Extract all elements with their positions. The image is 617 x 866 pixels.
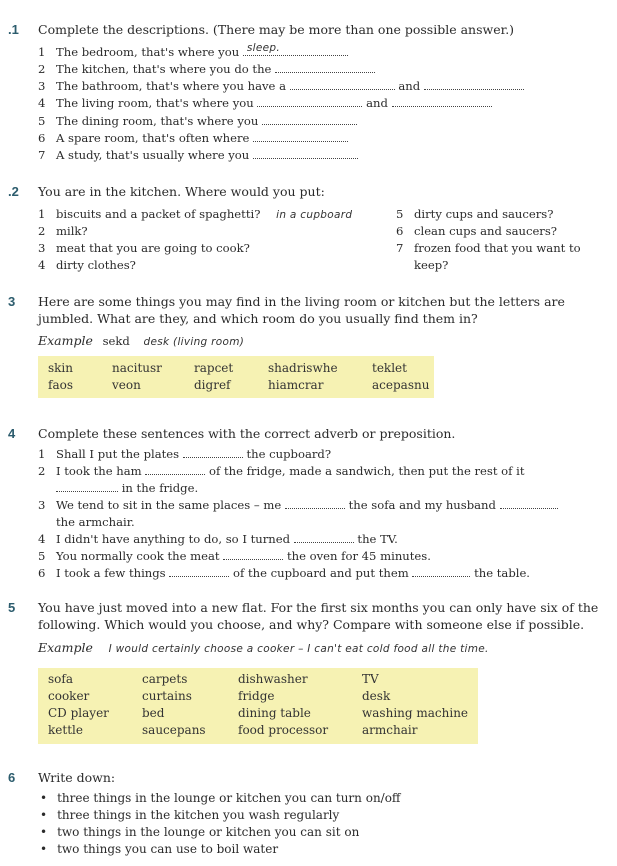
ex5-item: kettle [48, 723, 83, 737]
ex1-item-6: 6 A spare room, that's often where [38, 131, 348, 146]
ex4-item-2-continued: in the fridge. [38, 481, 198, 496]
exercise-5-number: 5 [8, 600, 16, 615]
ex6-bullet: • three things in the lounge or kitchen you can turn on/off [40, 790, 400, 806]
ex1-item-7-blank[interactable] [253, 148, 358, 159]
ex2-item-7: 7 frozen food that you want to [396, 241, 581, 255]
jumbled-word: rapcet [194, 361, 234, 375]
ex4-item-1-blank[interactable] [183, 447, 243, 458]
exercise-1-instruction: Complete the descriptions. (There may be more than one possible answer.) [38, 22, 515, 37]
ex5-item: curtains [142, 689, 192, 703]
ex5-example-handwritten-answer: I would certainly choose a cooker – I can't eat cold food all the time. [108, 643, 489, 655]
ex2-item-1: 1 biscuits and a packet of spaghetti? in a cupboard [38, 207, 353, 221]
ex1-item-3: 3 The bathroom, that's where you have a and [38, 79, 524, 94]
exercise-5-instruction-line-1: You have just moved into a new flat. For the first six months you can only have six of the [38, 600, 599, 615]
ex1-item-1-handwritten-answer: sleep. [246, 42, 280, 54]
ex5-item: saucepans [142, 723, 206, 737]
ex4-item-6-blank-1[interactable] [169, 566, 229, 577]
exercise-1-number: .1 [8, 22, 19, 37]
jumbled-word: veon [112, 378, 141, 392]
jumbled-word: nacitusr [112, 361, 162, 375]
ex5-item: washing machine [362, 706, 469, 720]
exercise-4-number: 4 [8, 426, 16, 441]
ex6-bullet: • two things in the lounge or kitchen you can sit on [40, 824, 359, 840]
exercise-3-instruction-line-1: Here are some things you may find in the living room or kitchen but the letters are [38, 294, 565, 309]
ex4-item-1: 1 Shall I put the plates the cupboard? [38, 447, 332, 461]
ex4-item-4: 4 I didn't have anything to do, so I turned the TV. [38, 532, 398, 546]
ex1-item-6-blank[interactable] [253, 131, 348, 142]
ex5-item: cooker [48, 689, 90, 703]
exercise-6-number: 6 [8, 770, 16, 785]
ex1-item-5-blank[interactable] [262, 114, 357, 125]
ex5-item: food processor [238, 723, 329, 737]
ex1-item-1: 1 The bedroom, that's where you sleep. [38, 45, 348, 60]
ex1-item-3-blank-1[interactable] [290, 79, 395, 90]
ex5-item: dining table [238, 706, 311, 720]
ex5-item: CD player [48, 706, 109, 720]
ex1-item-2: 2 The kitchen, that's where you do the [38, 62, 375, 77]
jumbled-word: skin [48, 361, 73, 375]
ex1-item-3-blank-2[interactable] [424, 79, 524, 90]
exercise-2-number: .2 [8, 184, 19, 199]
exercise-2-instruction: You are in the kitchen. Where would you put: [38, 184, 325, 199]
ex4-item-5-blank[interactable] [223, 549, 283, 560]
ex1-item-5: 5 The dining room, that's where you [38, 114, 357, 129]
ex5-item: desk [362, 689, 391, 703]
ex1-item-7: 7 A study, that's usually where you [38, 148, 358, 163]
jumbled-word: shadriswhe [268, 361, 338, 375]
ex3-example-word: sekd [102, 334, 130, 348]
ex1-item-2-blank[interactable] [275, 62, 375, 73]
ex5-item: armchair [362, 723, 418, 737]
ex4-item-3-blank-2[interactable] [500, 498, 558, 509]
ex4-item-2-blank-1[interactable] [145, 464, 205, 475]
jumbled-word: faos [48, 378, 73, 392]
ex1-item-1-blank[interactable] [243, 42, 348, 56]
ex5-items-box [38, 668, 478, 744]
ex4-item-6-blank-2[interactable] [412, 566, 470, 577]
ex5-example-label: Example [38, 640, 93, 655]
ex5-item: carpets [142, 672, 188, 686]
ex4-item-4-blank[interactable] [294, 532, 354, 543]
ex5-item: dishwasher [238, 672, 308, 686]
exercise-6-instruction: Write down: [38, 770, 116, 785]
ex5-item: fridge [238, 689, 275, 703]
exercise-3-instruction-line-2: jumbled. What are they, and which room do you usually find them in? [38, 311, 478, 326]
ex2-item-5: 5 dirty cups and saucers? [396, 207, 554, 221]
ex6-bullet: • three things in the kitchen you wash regularly [40, 807, 339, 823]
ex4-item-5: 5 You normally cook the meat the oven for 45 minutes. [38, 549, 431, 563]
ex4-item-2-blank-2[interactable] [56, 481, 118, 492]
ex3-example-label: Example [38, 333, 93, 348]
ex2-item-1-handwritten-answer: in a cupboard [276, 209, 353, 221]
exercise-4-instruction: Complete these sentences with the correct adverb or preposition. [38, 426, 456, 441]
ex3-jumbled-words-box [38, 356, 434, 398]
ex4-item-3: 3 We tend to sit in the same places – me the sofa and my husband [38, 498, 558, 513]
ex5-item: bed [142, 706, 165, 720]
ex1-item-4: 4 The living room, that's where you and [38, 96, 492, 111]
jumbled-word: teklet [372, 361, 407, 375]
jumbled-word: acepasnu [372, 378, 430, 392]
exercise-5-instruction-line-2: following. Which would you choose, and why? Compare with someone else if possible. [38, 617, 585, 632]
ex1-item-4-blank-1[interactable] [257, 96, 362, 107]
ex4-item-2: 2 I took the ham of the fridge, made a sandwich, then put the rest of it [38, 464, 525, 478]
ex5-item: TV [362, 672, 379, 686]
ex4-item-3-continued: the armchair. [56, 515, 135, 529]
jumbled-word: hiamcrar [268, 378, 324, 392]
ex5-item: sofa [48, 672, 73, 686]
ex3-example-handwritten-answer: desk (living room) [143, 336, 245, 348]
ex2-item-4: 4 dirty clothes? [38, 258, 136, 272]
ex4-item-3-blank-1[interactable] [285, 498, 345, 509]
ex2-item-3: 3 meat that you are going to cook? [38, 241, 250, 255]
ex2-item-2: 2 milk? [38, 224, 88, 238]
exercise-3-number: 3 [8, 294, 16, 309]
ex1-item-4-blank-2[interactable] [392, 96, 492, 107]
jumbled-word: digref [194, 378, 231, 392]
ex2-item-7-continued: keep? [414, 258, 449, 272]
ex5-example [38, 640, 489, 657]
ex6-bullet: • two things you can use to boil water [40, 841, 278, 857]
ex4-item-6: 6 I took a few things of the cupboard and put them the table. [38, 566, 530, 580]
ex2-item-6: 6 clean cups and saucers? [396, 224, 558, 238]
ex3-example [38, 333, 244, 350]
